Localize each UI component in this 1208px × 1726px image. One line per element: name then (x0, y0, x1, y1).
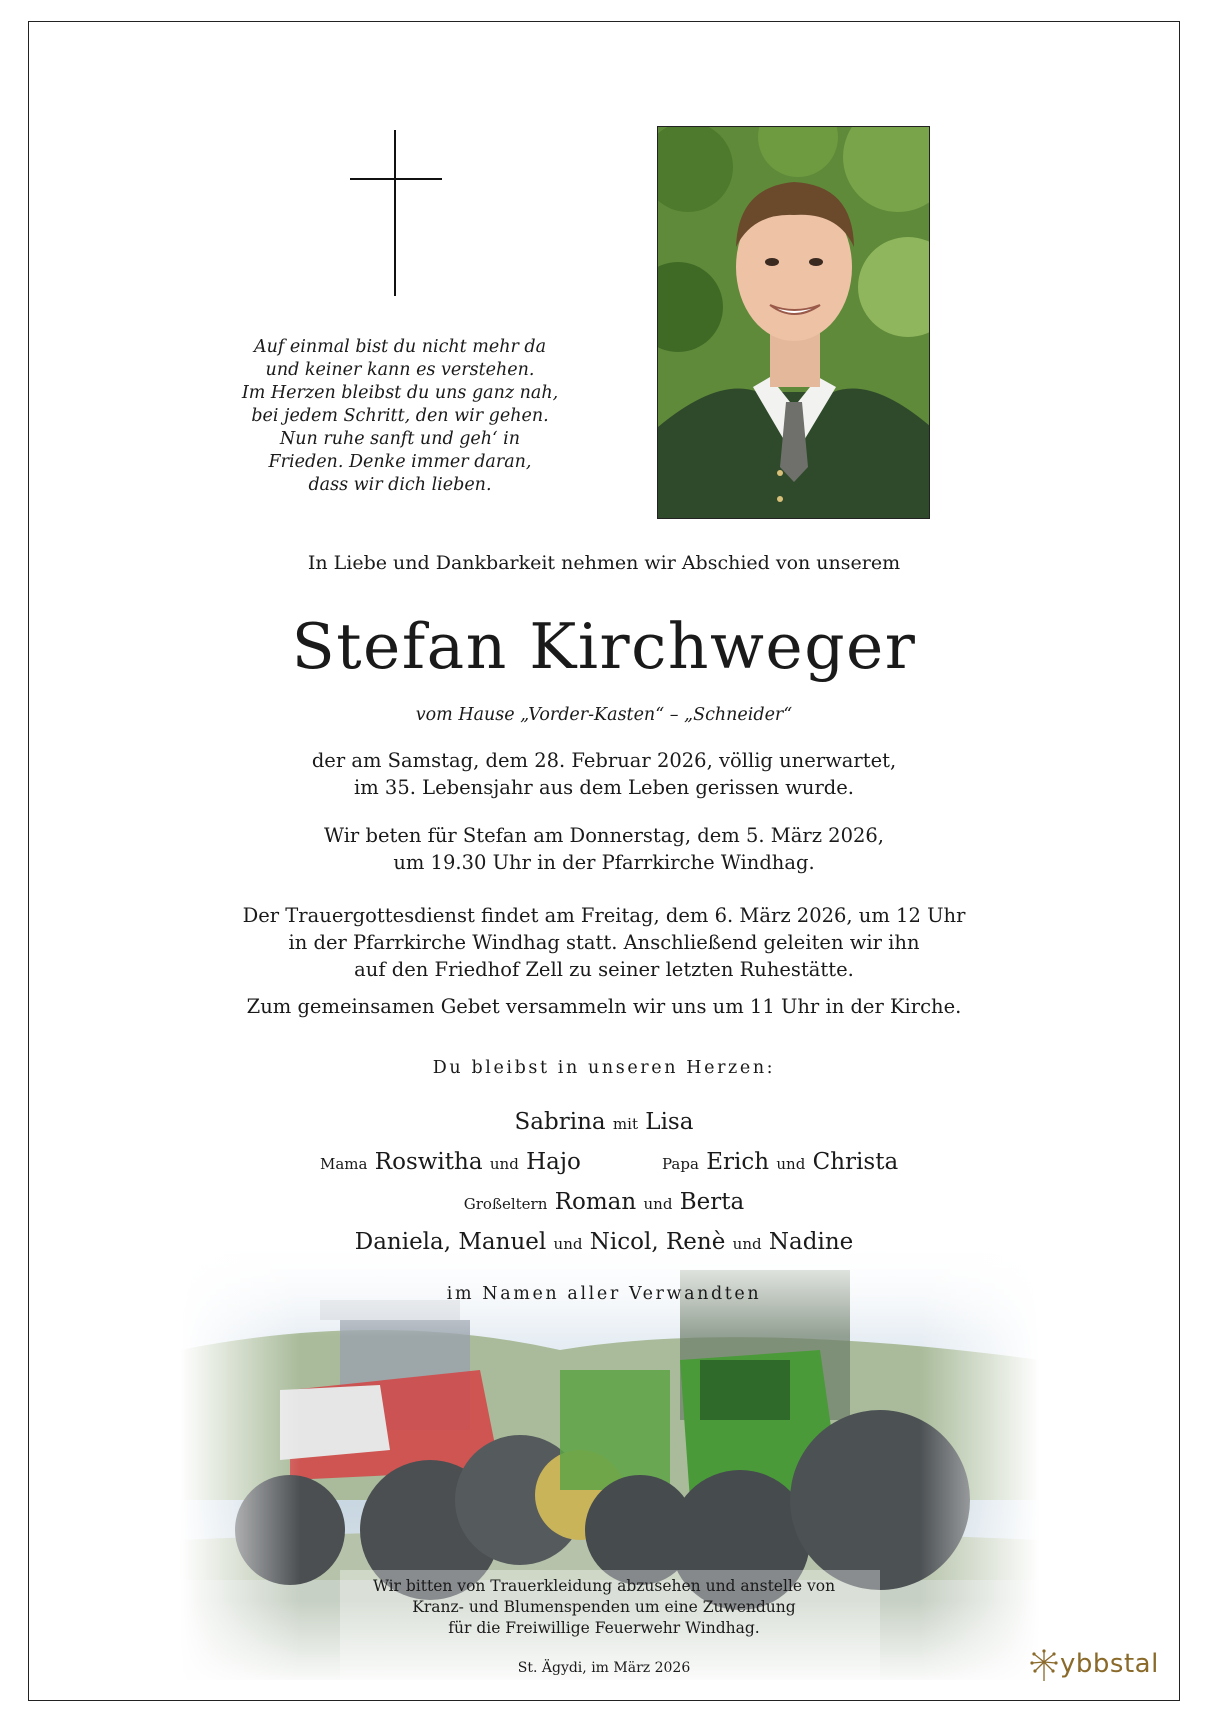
family-name: Roman (554, 1189, 637, 1215)
poem-line: dass wir dich lieben. (308, 475, 492, 495)
family-line-partner (0, 1109, 1208, 1135)
poem-line: Auf einmal bist du nicht mehr da (253, 337, 547, 357)
prayer-paragraph (0, 822, 1208, 876)
family-name: Hajo (526, 1149, 581, 1175)
family-name: Lisa (645, 1109, 694, 1135)
family-heading: Du bleibst in unseren Herzen: (432, 1058, 776, 1078)
family-line-papa (662, 1149, 982, 1175)
family-name: Daniela, Manuel (354, 1229, 547, 1255)
paragraph-line: im 35. Lebensjahr aus dem Leben gerissen wurde. (353, 776, 855, 799)
family-name: Nadine (768, 1229, 854, 1255)
family-connector: und (732, 1235, 762, 1253)
family-title: Papa (662, 1155, 699, 1173)
poem-line: Im Herzen bleibst du uns ganz nah, (241, 383, 559, 403)
house-name: vom Hause „Vorder-Kasten“ – „Schneider“ (415, 705, 793, 725)
portrait-photo (657, 126, 930, 519)
paragraph-line: in der Pfarrkirche Windhag statt. Anschließend geleiten wir ihn (288, 931, 920, 954)
dandelion-icon (1030, 1648, 1060, 1682)
poem-line: bei jedem Schritt, den wir gehen. (251, 406, 549, 426)
logo-text: ybbstal (1060, 1649, 1159, 1679)
family-name: Christa (812, 1149, 899, 1175)
death-paragraph (0, 747, 1208, 801)
family-name: Berta (679, 1189, 745, 1215)
deceased-name: Stefan Kirchweger (291, 610, 917, 683)
poem-line: Nun ruhe sanft und geh‘ in (279, 429, 521, 449)
service-paragraph (0, 902, 1208, 983)
poem-line: Frieden. Denke immer daran, (268, 452, 532, 472)
ybbstal-logo (1030, 1648, 1160, 1684)
poem (220, 336, 580, 497)
family-line-mama (320, 1149, 640, 1175)
intro-text: In Liebe und Dankbarkeit nehmen wir Abschied von unserem (307, 552, 901, 574)
family-title: Großeltern (463, 1195, 548, 1213)
family-connector: und (489, 1155, 519, 1173)
paragraph-line: Der Trauergottesdienst findet am Freitag, dem 6. März 2026, um 12 Uhr (242, 904, 966, 927)
family-connector: und (776, 1155, 806, 1173)
place-date: St. Ägydi, im März 2026 (517, 1660, 691, 1676)
donation-note (0, 1576, 1208, 1639)
family-name: Erich (706, 1149, 770, 1175)
note-line: Kranz- und Blumenspenden um eine Zuwendung (412, 1598, 796, 1616)
family-name: Nicol, Renè (589, 1229, 726, 1255)
paragraph-line: der am Samstag, dem 28. Februar 2026, völlig unerwartet, (311, 749, 897, 772)
family-connector: und (643, 1195, 673, 1213)
family-line-grandparents (0, 1189, 1208, 1215)
note-line: für die Freiwillige Feuerwehr Windhag. (448, 1619, 760, 1637)
family-name: Roswitha (374, 1149, 483, 1175)
family-connector: und (553, 1235, 583, 1253)
paragraph-line: Wir beten für Stefan am Donnerstag, dem 5. März 2026, (324, 824, 884, 847)
paragraph-line: um 19.30 Uhr in der Pfarrkirche Windhag. (393, 851, 815, 874)
family-connector: mit (612, 1115, 638, 1133)
paragraph-line: auf den Friedhof Zell zu seiner letzten Ruhestätte. (354, 958, 854, 981)
note-line: Wir bitten von Trauerkleidung abzusehen und anstelle von (372, 1577, 836, 1595)
family-title: Mama (320, 1155, 368, 1173)
gathering-text: Zum gemeinsamen Gebet versammeln wir uns um 11 Uhr in der Kirche. (246, 995, 962, 1018)
poem-line: und keiner kann es verstehen. (265, 360, 535, 380)
closing-text: im Namen aller Verwandten (446, 1284, 762, 1304)
family-name: Sabrina (514, 1109, 606, 1135)
family-line-siblings (0, 1229, 1208, 1255)
